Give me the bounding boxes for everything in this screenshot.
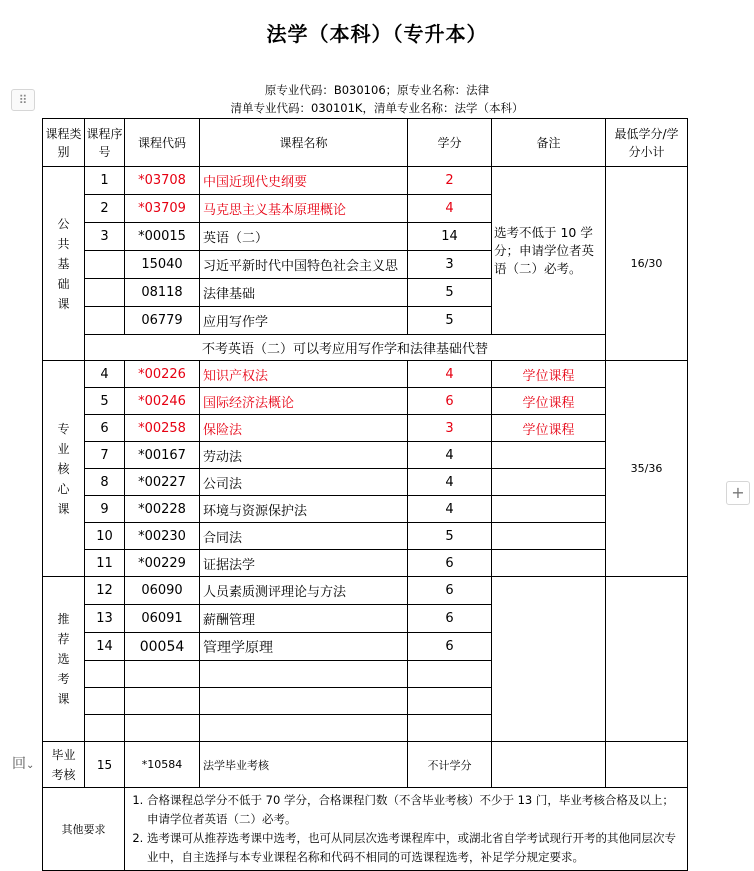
cell-name: 习近平新时代中国特色社会主义思: [200, 251, 408, 279]
cell-credit: 5: [408, 307, 492, 335]
cell-remark: [492, 496, 606, 523]
cell-code: 15040: [125, 251, 200, 279]
cell-remark: [492, 523, 606, 550]
cell-seq: [85, 251, 125, 279]
cell-min-credit: [606, 742, 688, 788]
cell-code: 08118: [125, 279, 200, 307]
cell-seq[interactable]: 15: [85, 742, 125, 788]
cell-remark: 学位课程: [492, 388, 606, 415]
cell-name: 英语（二）: [200, 223, 408, 251]
cell-code: *00227: [125, 469, 200, 496]
cell-empty: [408, 661, 492, 688]
cell-empty: [85, 661, 125, 688]
other-requirements: [125, 788, 688, 871]
cell-credit: 6: [408, 577, 492, 605]
add-column-button[interactable]: +: [726, 481, 750, 505]
cell-code: 00054: [125, 633, 200, 661]
cell-remark: [492, 742, 606, 788]
header-credit: 学分: [408, 119, 492, 167]
cell-name: 法学毕业考核: [200, 742, 408, 788]
cell-credit: 4: [408, 469, 492, 496]
cell-name: 薪酬管理: [200, 605, 408, 633]
cell-code: 06779: [125, 307, 200, 335]
cell-seq: 13: [85, 605, 125, 633]
table-drag-handle[interactable]: ⠿: [11, 89, 35, 111]
table-row: [43, 742, 688, 788]
cell-empty: [85, 715, 125, 742]
cell-code: *00015: [125, 223, 200, 251]
header-category: 课程类别: [43, 119, 85, 167]
cell-credit: 14: [408, 223, 492, 251]
table-row: [43, 523, 688, 550]
cell-code: *00226: [125, 361, 200, 388]
cell-seq: 5: [85, 388, 125, 415]
original-major-info: 原专业代码：B030106；原专业名称：法律: [264, 83, 490, 97]
cell-name: 中国近现代史纲要: [200, 167, 408, 195]
table-row: [43, 788, 688, 871]
cell-code: 06090: [125, 577, 200, 605]
curriculum-table: [42, 118, 688, 871]
cell-seq: 14: [85, 633, 125, 661]
table-row: [43, 550, 688, 577]
cell-name: 知识产权法: [200, 361, 408, 388]
cell-credit: 5: [408, 279, 492, 307]
cell-name: 法律基础: [200, 279, 408, 307]
cell-credit: 4: [408, 442, 492, 469]
cell-empty: [125, 661, 200, 688]
category-public: 公共基础课: [43, 167, 85, 361]
cell-name: 劳动法: [200, 442, 408, 469]
cell-remark: [492, 550, 606, 577]
cell-seq: 11: [85, 550, 125, 577]
cell-empty: [200, 715, 408, 742]
cell-credit: 6: [408, 388, 492, 415]
cell-credit: 6: [408, 550, 492, 577]
elective-min-credit: [606, 577, 688, 742]
cell-credit: 6: [408, 633, 492, 661]
cell-code: 06091: [125, 605, 200, 633]
category-graduation: 毕业考核: [43, 742, 85, 788]
cell-empty: [85, 688, 125, 715]
cell-seq: 12: [85, 577, 125, 605]
cell-name: 证据法学: [200, 550, 408, 577]
cell-seq: 2: [85, 195, 125, 223]
cell-empty: [125, 715, 200, 742]
category-core: 专业核心课: [43, 361, 85, 577]
cell-code: *00246: [125, 388, 200, 415]
cell-credit: 4: [408, 195, 492, 223]
table-row: [43, 388, 688, 415]
cell-credit: 4: [408, 361, 492, 388]
listed-major-info: 清单专业代码：030101K，清单专业名称：法学（本科）: [230, 101, 524, 115]
requirement-item: 1. 合格课程总学分不低于 70 学分，合格课程门数（不含毕业考核）不少于 13 门，毕业考核合格及以上；申请学位者英语（二）必考。: [147, 791, 683, 829]
cell-code: *03708: [125, 167, 200, 195]
table-row: [43, 335, 688, 361]
cell-seq: [85, 307, 125, 335]
table-row: [43, 469, 688, 496]
requirement-item: 2. 选考课可从推荐选考课中选考，也可从同层次选考课程库中，或湖北省自学考试现行开考的其他同层次专业中，自主选择与本专业课程名称和代码不相同的可选课程选考，补足学分规定要求。: [147, 829, 683, 867]
cell-empty: [200, 661, 408, 688]
table-row: [43, 577, 688, 605]
row-menu-icon: 回: [12, 756, 26, 772]
cell-empty: [408, 688, 492, 715]
cell-empty: [125, 688, 200, 715]
cell-remark: 学位课程: [492, 415, 606, 442]
core-min-credit: 35/36: [606, 361, 688, 577]
chevron-down-icon: ⌄: [26, 760, 35, 771]
cell-empty: [200, 688, 408, 715]
header-min-credit: 最低学分/学分小计: [606, 119, 688, 167]
cell-seq: 9: [85, 496, 125, 523]
cell-seq: 3: [85, 223, 125, 251]
cell-name: 国际经济法概论: [200, 388, 408, 415]
public-substitution-note: 不考英语（二）可以考应用写作学和法律基础代替: [85, 335, 606, 361]
cell-name: 应用写作学: [200, 307, 408, 335]
cell-seq: [85, 279, 125, 307]
cell-name: 公司法: [200, 469, 408, 496]
cell-seq: 1: [85, 167, 125, 195]
cell-name: 合同法: [200, 523, 408, 550]
cell-code: *00228: [125, 496, 200, 523]
cell-credit: 6: [408, 605, 492, 633]
cell-remark: 学位课程: [492, 361, 606, 388]
table-row: [43, 167, 688, 195]
cell-credit: 4: [408, 496, 492, 523]
cell-empty: [408, 715, 492, 742]
table-row: [43, 496, 688, 523]
cell-name: 保险法: [200, 415, 408, 442]
cell-seq: 4: [85, 361, 125, 388]
cell-seq: 8: [85, 469, 125, 496]
table-row: [43, 361, 688, 388]
cell-name: 管理学原理: [200, 633, 408, 661]
cell-code: *00258: [125, 415, 200, 442]
table-row: [43, 415, 688, 442]
table-header-row: [43, 119, 688, 167]
cell-credit: 2: [408, 167, 492, 195]
public-min-credit: 16/30: [606, 167, 688, 361]
cell-code: *00230: [125, 523, 200, 550]
cell-code: *00167: [125, 442, 200, 469]
cell-seq: 10: [85, 523, 125, 550]
public-remark: 选考不低于 10 学分；申请学位者英语（二）必考。: [492, 167, 606, 335]
header-name: 课程名称: [200, 119, 408, 167]
cell-name: 马克思主义基本原理概论: [200, 195, 408, 223]
cell-credit: 3: [408, 251, 492, 279]
table-row: [43, 442, 688, 469]
cell-name: 人员素质测评理论与方法: [200, 577, 408, 605]
cell-credit: 3: [408, 415, 492, 442]
other-requirements-label: 其他要求: [43, 788, 125, 871]
cell-code: *10584: [125, 742, 200, 788]
cell-remark: [492, 442, 606, 469]
header-remark: 备注: [492, 119, 606, 167]
header-seq: 课程序号: [85, 119, 125, 167]
header-code: 课程代码: [125, 119, 200, 167]
cell-seq: 6: [85, 415, 125, 442]
cell-credit: 5: [408, 523, 492, 550]
cell-remark: [492, 469, 606, 496]
cell-code: *00229: [125, 550, 200, 577]
cell-credit: 不计学分: [408, 742, 492, 788]
document-title: 法学（本科）（专升本）: [266, 22, 488, 46]
cell-name: 环境与资源保护法: [200, 496, 408, 523]
elective-remark: [492, 577, 606, 742]
category-elective: 推荐选考课: [43, 577, 85, 742]
cell-code: *03709: [125, 195, 200, 223]
cell-seq: 7: [85, 442, 125, 469]
